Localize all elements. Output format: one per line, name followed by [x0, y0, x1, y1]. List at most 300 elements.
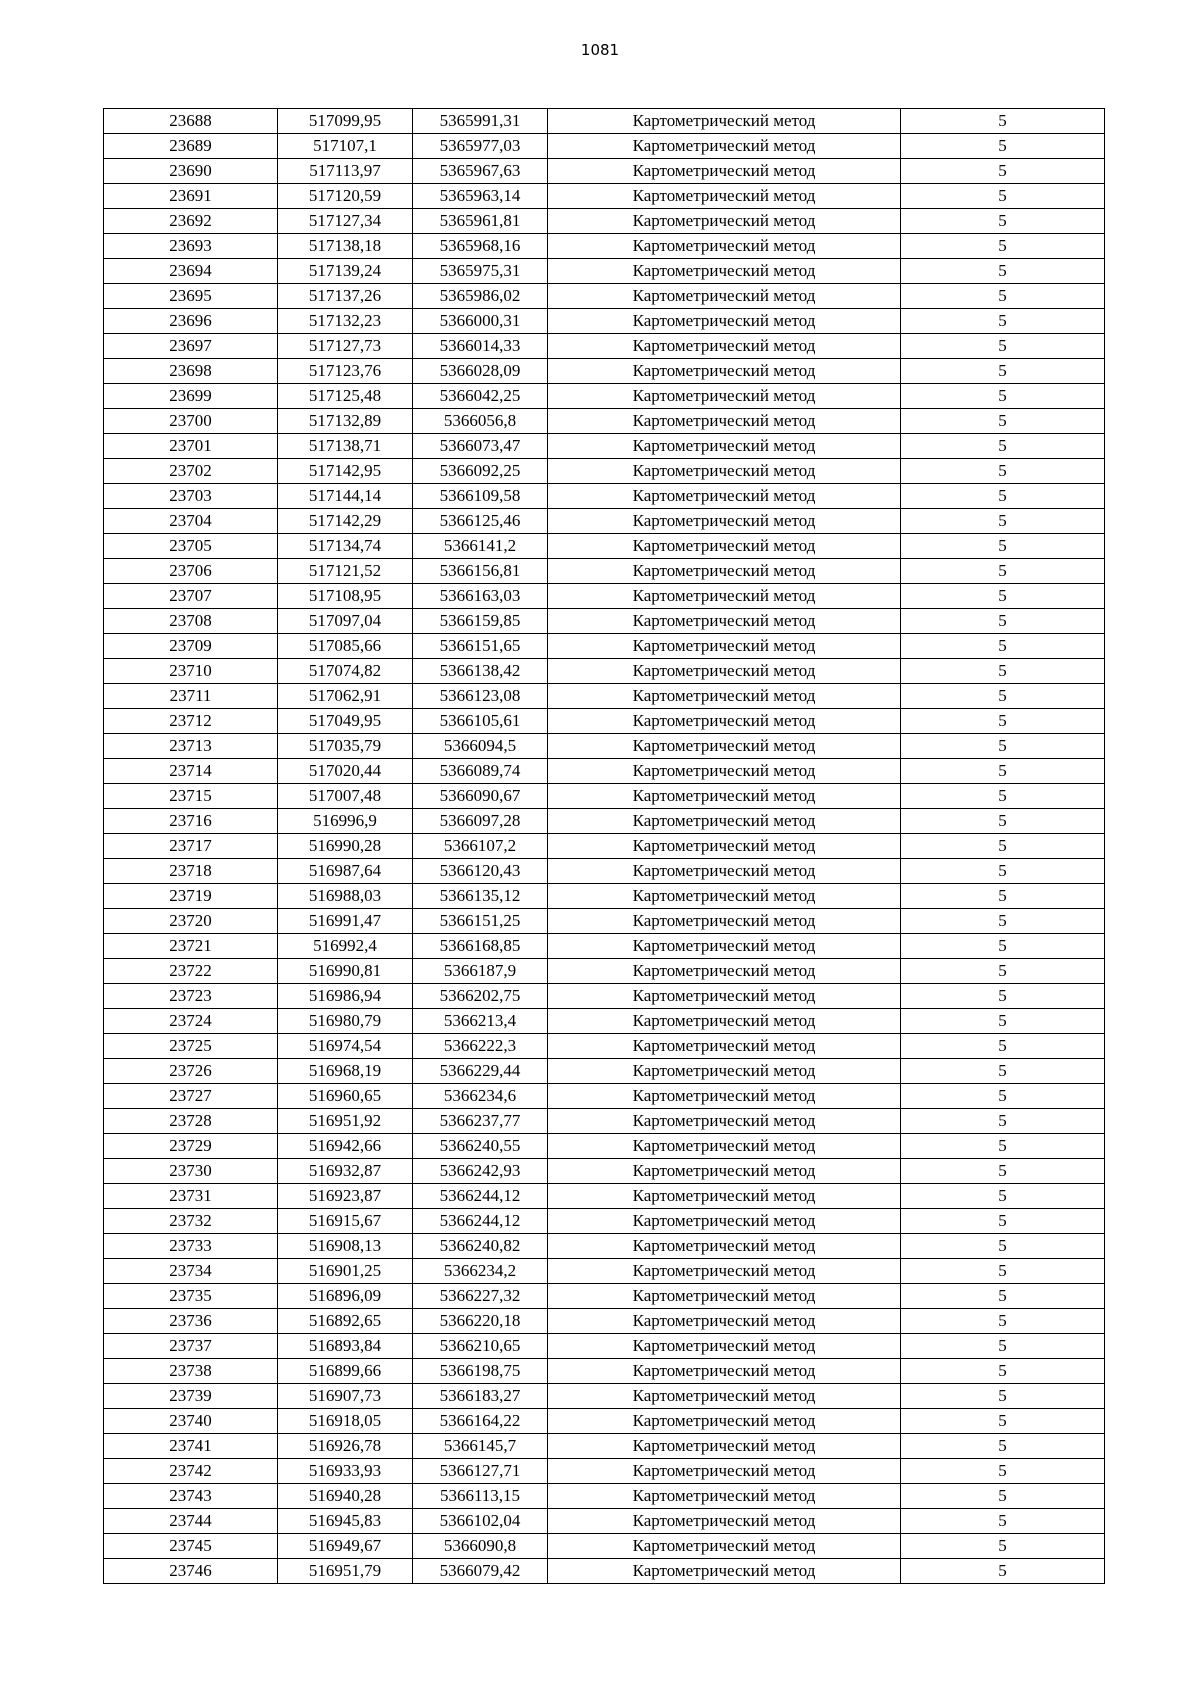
x-coordinate-cell: 517107,1	[278, 134, 413, 159]
x-coordinate-cell: 516990,81	[278, 959, 413, 984]
y-coordinate-cell: 5366234,6	[413, 1084, 548, 1109]
table-row	[104, 159, 1105, 184]
y-coordinate-cell: 5366240,55	[413, 1134, 548, 1159]
accuracy-cell: 5	[901, 1259, 1105, 1284]
y-coordinate-cell: 5366242,93	[413, 1159, 548, 1184]
table-row	[104, 634, 1105, 659]
method-cell: Картометрический метод	[548, 234, 901, 259]
point-number-cell: 23693	[104, 234, 278, 259]
table-row	[104, 784, 1105, 809]
point-number-cell: 23715	[104, 784, 278, 809]
x-coordinate-cell: 516942,66	[278, 1134, 413, 1159]
accuracy-cell: 5	[901, 309, 1105, 334]
accuracy-cell: 5	[901, 584, 1105, 609]
method-cell: Картометрический метод	[548, 259, 901, 284]
table-row	[104, 1034, 1105, 1059]
method-cell: Картометрический метод	[548, 734, 901, 759]
y-coordinate-cell: 5366102,04	[413, 1509, 548, 1534]
point-number-cell: 23700	[104, 409, 278, 434]
y-coordinate-cell: 5366125,46	[413, 509, 548, 534]
x-coordinate-cell: 517108,95	[278, 584, 413, 609]
method-cell: Картометрический метод	[548, 484, 901, 509]
accuracy-cell: 5	[901, 1334, 1105, 1359]
method-cell: Картометрический метод	[548, 1184, 901, 1209]
method-cell: Картометрический метод	[548, 209, 901, 234]
accuracy-cell: 5	[901, 984, 1105, 1009]
x-coordinate-cell: 516949,67	[278, 1534, 413, 1559]
table-row	[104, 509, 1105, 534]
x-coordinate-cell: 516945,83	[278, 1509, 413, 1534]
x-coordinate-cell: 517134,74	[278, 534, 413, 559]
accuracy-cell: 5	[901, 234, 1105, 259]
y-coordinate-cell: 5365961,81	[413, 209, 548, 234]
accuracy-cell: 5	[901, 1459, 1105, 1484]
y-coordinate-cell: 5366094,5	[413, 734, 548, 759]
accuracy-cell: 5	[901, 1209, 1105, 1234]
point-number-cell: 23699	[104, 384, 278, 409]
x-coordinate-cell: 516901,25	[278, 1259, 413, 1284]
table-row	[104, 934, 1105, 959]
method-cell: Картометрический метод	[548, 1234, 901, 1259]
x-coordinate-cell: 516893,84	[278, 1334, 413, 1359]
x-coordinate-cell: 517097,04	[278, 609, 413, 634]
x-coordinate-cell: 516915,67	[278, 1209, 413, 1234]
point-number-cell: 23739	[104, 1384, 278, 1409]
point-number-cell: 23690	[104, 159, 278, 184]
accuracy-cell: 5	[901, 1284, 1105, 1309]
method-cell: Картометрический метод	[548, 1534, 901, 1559]
y-coordinate-cell: 5366240,82	[413, 1234, 548, 1259]
point-number-cell: 23728	[104, 1109, 278, 1134]
y-coordinate-cell: 5365991,31	[413, 109, 548, 134]
y-coordinate-cell: 5366210,65	[413, 1334, 548, 1359]
table-row	[104, 359, 1105, 384]
accuracy-cell: 5	[901, 484, 1105, 509]
y-coordinate-cell: 5366107,2	[413, 834, 548, 859]
table-row	[104, 334, 1105, 359]
method-cell: Картометрический метод	[548, 559, 901, 584]
x-coordinate-cell: 516988,03	[278, 884, 413, 909]
y-coordinate-cell: 5366014,33	[413, 334, 548, 359]
method-cell: Картометрический метод	[548, 159, 901, 184]
accuracy-cell: 5	[901, 1434, 1105, 1459]
method-cell: Картометрический метод	[548, 959, 901, 984]
table-row	[104, 1084, 1105, 1109]
table-row	[104, 809, 1105, 834]
table-row	[104, 909, 1105, 934]
point-number-cell: 23698	[104, 359, 278, 384]
y-coordinate-cell: 5366135,12	[413, 884, 548, 909]
point-number-cell: 23746	[104, 1559, 278, 1584]
y-coordinate-cell: 5366222,3	[413, 1034, 548, 1059]
method-cell: Картометрический метод	[548, 834, 901, 859]
x-coordinate-cell: 517123,76	[278, 359, 413, 384]
method-cell: Картометрический метод	[548, 684, 901, 709]
point-number-cell: 23738	[104, 1359, 278, 1384]
method-cell: Картометрический метод	[548, 1209, 901, 1234]
x-coordinate-cell: 517020,44	[278, 759, 413, 784]
table-row	[104, 859, 1105, 884]
method-cell: Картометрический метод	[548, 984, 901, 1009]
accuracy-cell: 5	[901, 884, 1105, 909]
point-number-cell: 23726	[104, 1059, 278, 1084]
accuracy-cell: 5	[901, 384, 1105, 409]
point-number-cell: 23745	[104, 1534, 278, 1559]
method-cell: Картометрический метод	[548, 384, 901, 409]
point-number-cell: 23713	[104, 734, 278, 759]
accuracy-cell: 5	[901, 1009, 1105, 1034]
x-coordinate-cell: 516932,87	[278, 1159, 413, 1184]
accuracy-cell: 5	[901, 934, 1105, 959]
y-coordinate-cell: 5366183,27	[413, 1384, 548, 1409]
accuracy-cell: 5	[901, 959, 1105, 984]
accuracy-cell: 5	[901, 459, 1105, 484]
accuracy-cell: 5	[901, 434, 1105, 459]
accuracy-cell: 5	[901, 859, 1105, 884]
point-number-cell: 23696	[104, 309, 278, 334]
method-cell: Картометрический метод	[548, 1159, 901, 1184]
x-coordinate-cell: 516926,78	[278, 1434, 413, 1459]
y-coordinate-cell: 5365977,03	[413, 134, 548, 159]
y-coordinate-cell: 5366187,9	[413, 959, 548, 984]
x-coordinate-cell: 516940,28	[278, 1484, 413, 1509]
y-coordinate-cell: 5365986,02	[413, 284, 548, 309]
accuracy-cell: 5	[901, 1309, 1105, 1334]
point-number-cell: 23697	[104, 334, 278, 359]
x-coordinate-cell: 517085,66	[278, 634, 413, 659]
table-row	[104, 1534, 1105, 1559]
accuracy-cell: 5	[901, 1059, 1105, 1084]
y-coordinate-cell: 5366151,65	[413, 634, 548, 659]
point-number-cell: 23716	[104, 809, 278, 834]
table-row	[104, 1184, 1105, 1209]
x-coordinate-cell: 517144,14	[278, 484, 413, 509]
point-number-cell: 23691	[104, 184, 278, 209]
method-cell: Картометрический метод	[548, 1334, 901, 1359]
y-coordinate-cell: 5366000,31	[413, 309, 548, 334]
x-coordinate-cell: 516923,87	[278, 1184, 413, 1209]
point-number-cell: 23733	[104, 1234, 278, 1259]
method-cell: Картометрический метод	[548, 1384, 901, 1409]
x-coordinate-cell: 517132,23	[278, 309, 413, 334]
method-cell: Картометрический метод	[548, 359, 901, 384]
method-cell: Картометрический метод	[548, 334, 901, 359]
x-coordinate-cell: 516951,79	[278, 1559, 413, 1584]
y-coordinate-cell: 5365968,16	[413, 234, 548, 259]
y-coordinate-cell: 5366127,71	[413, 1459, 548, 1484]
x-coordinate-cell: 517099,95	[278, 109, 413, 134]
accuracy-cell: 5	[901, 1359, 1105, 1384]
table-row	[104, 959, 1105, 984]
accuracy-cell: 5	[901, 1234, 1105, 1259]
table-row	[104, 1059, 1105, 1084]
accuracy-cell: 5	[901, 334, 1105, 359]
table-row	[104, 559, 1105, 584]
method-cell: Картометрический метод	[548, 709, 901, 734]
y-coordinate-cell: 5366202,75	[413, 984, 548, 1009]
table-row	[104, 209, 1105, 234]
x-coordinate-cell: 517132,89	[278, 409, 413, 434]
point-number-cell: 23689	[104, 134, 278, 159]
y-coordinate-cell: 5366141,2	[413, 534, 548, 559]
method-cell: Картометрический метод	[548, 109, 901, 134]
table-row	[104, 759, 1105, 784]
table-row	[104, 584, 1105, 609]
point-number-cell: 23724	[104, 1009, 278, 1034]
x-coordinate-cell: 516918,05	[278, 1409, 413, 1434]
method-cell: Картометрический метод	[548, 884, 901, 909]
point-number-cell: 23723	[104, 984, 278, 1009]
point-number-cell: 23736	[104, 1309, 278, 1334]
table-row	[104, 234, 1105, 259]
point-number-cell: 23704	[104, 509, 278, 534]
point-number-cell: 23710	[104, 659, 278, 684]
accuracy-cell: 5	[901, 784, 1105, 809]
table-row	[104, 684, 1105, 709]
method-cell: Картометрический метод	[548, 1109, 901, 1134]
table-row	[104, 1284, 1105, 1309]
accuracy-cell: 5	[901, 409, 1105, 434]
method-cell: Картометрический метод	[548, 1259, 901, 1284]
method-cell: Картометрический метод	[548, 859, 901, 884]
accuracy-cell: 5	[901, 534, 1105, 559]
point-number-cell: 23714	[104, 759, 278, 784]
accuracy-cell: 5	[901, 559, 1105, 584]
point-number-cell: 23709	[104, 634, 278, 659]
point-number-cell: 23732	[104, 1209, 278, 1234]
y-coordinate-cell: 5366028,09	[413, 359, 548, 384]
accuracy-cell: 5	[901, 1159, 1105, 1184]
y-coordinate-cell: 5365963,14	[413, 184, 548, 209]
method-cell: Картометрический метод	[548, 1284, 901, 1309]
y-coordinate-cell: 5366244,12	[413, 1184, 548, 1209]
table-row	[104, 1159, 1105, 1184]
x-coordinate-cell: 517120,59	[278, 184, 413, 209]
y-coordinate-cell: 5366227,32	[413, 1284, 548, 1309]
y-coordinate-cell: 5366056,8	[413, 409, 548, 434]
y-coordinate-cell: 5366220,18	[413, 1309, 548, 1334]
method-cell: Картометрический метод	[548, 1359, 901, 1384]
point-number-cell: 23720	[104, 909, 278, 934]
x-coordinate-cell: 516986,94	[278, 984, 413, 1009]
table-row	[104, 659, 1105, 684]
x-coordinate-cell: 516974,54	[278, 1034, 413, 1059]
point-number-cell: 23730	[104, 1159, 278, 1184]
x-coordinate-cell: 516968,19	[278, 1059, 413, 1084]
point-number-cell: 23695	[104, 284, 278, 309]
y-coordinate-cell: 5366163,03	[413, 584, 548, 609]
x-coordinate-cell: 516960,65	[278, 1084, 413, 1109]
point-number-cell: 23688	[104, 109, 278, 134]
method-cell: Картометрический метод	[548, 434, 901, 459]
point-number-cell: 23734	[104, 1259, 278, 1284]
accuracy-cell: 5	[901, 359, 1105, 384]
table-row	[104, 1459, 1105, 1484]
method-cell: Картометрический метод	[548, 284, 901, 309]
point-number-cell: 23729	[104, 1134, 278, 1159]
table-row	[104, 1109, 1105, 1134]
accuracy-cell: 5	[901, 209, 1105, 234]
y-coordinate-cell: 5366090,8	[413, 1534, 548, 1559]
accuracy-cell: 5	[901, 734, 1105, 759]
y-coordinate-cell: 5366097,28	[413, 809, 548, 834]
point-number-cell: 23725	[104, 1034, 278, 1059]
point-number-cell: 23711	[104, 684, 278, 709]
y-coordinate-cell: 5366089,74	[413, 759, 548, 784]
table-row	[104, 984, 1105, 1009]
point-number-cell: 23705	[104, 534, 278, 559]
point-number-cell: 23708	[104, 609, 278, 634]
method-cell: Картометрический метод	[548, 584, 901, 609]
method-cell: Картометрический метод	[548, 409, 901, 434]
point-number-cell: 23701	[104, 434, 278, 459]
table-row	[104, 459, 1105, 484]
method-cell: Картометрический метод	[548, 134, 901, 159]
table-row	[104, 1484, 1105, 1509]
table-row	[104, 259, 1105, 284]
y-coordinate-cell: 5366229,44	[413, 1059, 548, 1084]
method-cell: Картометрический метод	[548, 1559, 901, 1584]
method-cell: Картометрический метод	[548, 909, 901, 934]
x-coordinate-cell: 517074,82	[278, 659, 413, 684]
point-number-cell: 23727	[104, 1084, 278, 1109]
table-row	[104, 384, 1105, 409]
accuracy-cell: 5	[901, 1484, 1105, 1509]
point-number-cell: 23731	[104, 1184, 278, 1209]
point-number-cell: 23742	[104, 1459, 278, 1484]
y-coordinate-cell: 5366090,67	[413, 784, 548, 809]
table-row	[104, 1559, 1105, 1584]
point-number-cell: 23703	[104, 484, 278, 509]
table-row	[104, 1009, 1105, 1034]
y-coordinate-cell: 5366237,77	[413, 1109, 548, 1134]
accuracy-cell: 5	[901, 109, 1105, 134]
y-coordinate-cell: 5366198,75	[413, 1359, 548, 1384]
method-cell: Картометрический метод	[548, 1009, 901, 1034]
table-row	[104, 109, 1105, 134]
point-number-cell: 23712	[104, 709, 278, 734]
method-cell: Картометрический метод	[548, 184, 901, 209]
table-row	[104, 1434, 1105, 1459]
x-coordinate-cell: 517138,18	[278, 234, 413, 259]
y-coordinate-cell: 5366164,22	[413, 1409, 548, 1434]
method-cell: Картометрический метод	[548, 1309, 901, 1334]
method-cell: Картометрический метод	[548, 759, 901, 784]
accuracy-cell: 5	[901, 1134, 1105, 1159]
table-row	[104, 1134, 1105, 1159]
accuracy-cell: 5	[901, 134, 1105, 159]
method-cell: Картометрический метод	[548, 459, 901, 484]
x-coordinate-cell: 516933,93	[278, 1459, 413, 1484]
x-coordinate-cell: 517035,79	[278, 734, 413, 759]
accuracy-cell: 5	[901, 509, 1105, 534]
point-number-cell: 23735	[104, 1284, 278, 1309]
y-coordinate-cell: 5366145,7	[413, 1434, 548, 1459]
method-cell: Картометрический метод	[548, 1434, 901, 1459]
accuracy-cell: 5	[901, 159, 1105, 184]
table-row	[104, 609, 1105, 634]
point-number-cell: 23694	[104, 259, 278, 284]
y-coordinate-cell: 5366151,25	[413, 909, 548, 934]
y-coordinate-cell: 5366213,4	[413, 1009, 548, 1034]
x-coordinate-cell: 516980,79	[278, 1009, 413, 1034]
y-coordinate-cell: 5366113,15	[413, 1484, 548, 1509]
table-row	[104, 1509, 1105, 1534]
table-row	[104, 484, 1105, 509]
y-coordinate-cell: 5366092,25	[413, 459, 548, 484]
accuracy-cell: 5	[901, 284, 1105, 309]
x-coordinate-cell: 517138,71	[278, 434, 413, 459]
x-coordinate-cell: 516951,92	[278, 1109, 413, 1134]
method-cell: Картометрический метод	[548, 809, 901, 834]
accuracy-cell: 5	[901, 684, 1105, 709]
x-coordinate-cell: 516896,09	[278, 1284, 413, 1309]
accuracy-cell: 5	[901, 1109, 1105, 1134]
point-number-cell: 23707	[104, 584, 278, 609]
accuracy-cell: 5	[901, 709, 1105, 734]
x-coordinate-cell: 516990,28	[278, 834, 413, 859]
accuracy-cell: 5	[901, 1534, 1105, 1559]
accuracy-cell: 5	[901, 809, 1105, 834]
accuracy-cell: 5	[901, 1509, 1105, 1534]
method-cell: Картометрический метод	[548, 1034, 901, 1059]
x-coordinate-cell: 517127,73	[278, 334, 413, 359]
method-cell: Картометрический метод	[548, 1459, 901, 1484]
table-row	[104, 709, 1105, 734]
accuracy-cell: 5	[901, 1559, 1105, 1584]
x-coordinate-cell: 516987,64	[278, 859, 413, 884]
x-coordinate-cell: 517142,29	[278, 509, 413, 534]
accuracy-cell: 5	[901, 184, 1105, 209]
accuracy-cell: 5	[901, 609, 1105, 634]
y-coordinate-cell: 5366120,43	[413, 859, 548, 884]
y-coordinate-cell: 5366042,25	[413, 384, 548, 409]
accuracy-cell: 5	[901, 1384, 1105, 1409]
method-cell: Картометрический метод	[548, 1059, 901, 1084]
table-row	[104, 184, 1105, 209]
x-coordinate-cell: 517137,26	[278, 284, 413, 309]
point-number-cell: 23718	[104, 859, 278, 884]
x-coordinate-cell: 517121,52	[278, 559, 413, 584]
y-coordinate-cell: 5366168,85	[413, 934, 548, 959]
table-row	[104, 884, 1105, 909]
point-number-cell: 23717	[104, 834, 278, 859]
accuracy-cell: 5	[901, 759, 1105, 784]
table-row	[104, 409, 1105, 434]
method-cell: Картометрический метод	[548, 1084, 901, 1109]
coordinates-table-body	[104, 109, 1105, 1584]
point-number-cell: 23719	[104, 884, 278, 909]
y-coordinate-cell: 5366138,42	[413, 659, 548, 684]
y-coordinate-cell: 5366109,58	[413, 484, 548, 509]
x-coordinate-cell: 516899,66	[278, 1359, 413, 1384]
y-coordinate-cell: 5366234,2	[413, 1259, 548, 1284]
coordinates-table	[103, 108, 1105, 1584]
x-coordinate-cell: 517113,97	[278, 159, 413, 184]
x-coordinate-cell: 517127,34	[278, 209, 413, 234]
accuracy-cell: 5	[901, 834, 1105, 859]
method-cell: Картометрический метод	[548, 634, 901, 659]
x-coordinate-cell: 516996,9	[278, 809, 413, 834]
x-coordinate-cell: 517125,48	[278, 384, 413, 409]
x-coordinate-cell: 516892,65	[278, 1309, 413, 1334]
x-coordinate-cell: 517049,95	[278, 709, 413, 734]
y-coordinate-cell: 5366073,47	[413, 434, 548, 459]
method-cell: Картометрический метод	[548, 934, 901, 959]
table-row	[104, 1359, 1105, 1384]
x-coordinate-cell: 517062,91	[278, 684, 413, 709]
x-coordinate-cell: 516992,4	[278, 934, 413, 959]
